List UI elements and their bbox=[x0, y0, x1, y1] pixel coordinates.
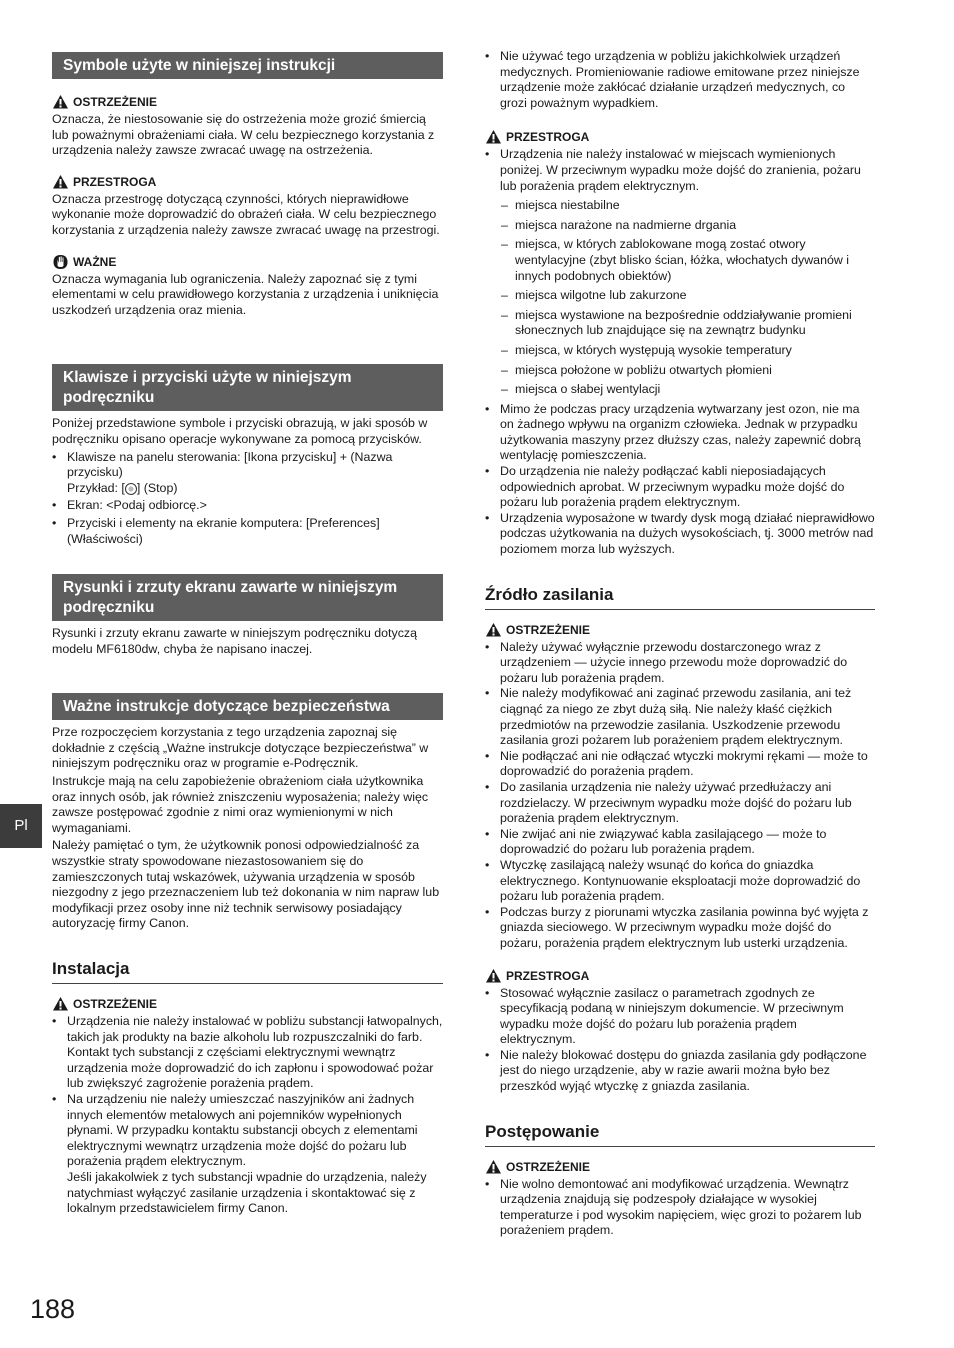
list-item: • Należy używać wyłącznie przewodu dostarczonego wraz z urządzeniem — użycie innego przewodu może doprowadzić do pożaru lub porażenia prądem. bbox=[485, 640, 875, 687]
list-item: • Do zasilania urządzenia nie należy używać przedłużaczy ani rozdzielaczy. W przeciwnym wypadku może dojść do pożaru lub porażenia prądem elektrycznym. bbox=[485, 780, 875, 827]
important-description: Oznacza wymagania lub ograniczenia. Należy zapoznać się z tymi elementami w celu prawidłowego korzystania z urządzenia i uniknięcia uszkodzeń urządzenia oraz mienia. bbox=[52, 271, 439, 317]
list-item: – miejsca, w których występują wysokie temperatury bbox=[485, 343, 875, 359]
important-label: WAŻNE bbox=[52, 254, 443, 270]
keys-intro: Poniżej przedstawione symbole i przyciski obrazują, w jaki sposób w podręczniku opisano operacje wykonywane za pomocą przycisków. bbox=[52, 416, 428, 446]
caution-icon bbox=[485, 968, 502, 984]
right-column bbox=[485, 49, 875, 1239]
installation-warning-list-continued bbox=[485, 49, 875, 111]
list-item: • Do urządzenia nie należy podłączać kabli nieposiadających odpowiednich aprobat. W przeciwnym wypadku może dojść do pożaru lub porażenia prądem elektrycznym. bbox=[485, 464, 875, 511]
caution-icon bbox=[52, 174, 69, 190]
warning-label: OSTRZEŻENIE bbox=[52, 94, 443, 110]
list-item: • Przyciski i elementy na ekranie komputera: [Preferences] (Właściwości) bbox=[52, 516, 443, 547]
symbols-heading: Symbole użyte w niniejszej instrukcji bbox=[52, 52, 443, 79]
list-item: • Nie wolno demontować ani modyfikować urządzenia. Wewnątrz urządzenia znajdują się podzespoły działające w wysokiej temperaturze i pod wysokim napięciem, więc grozi to pożarem lub porażeniem prądem. bbox=[485, 1177, 875, 1239]
power-warning-list bbox=[485, 640, 875, 952]
warning-label: OSTRZEŻENIE bbox=[485, 1159, 875, 1175]
language-tab: Pl bbox=[0, 804, 42, 848]
warning-label: OSTRZEŻENIE bbox=[485, 622, 875, 638]
important-icon bbox=[52, 254, 69, 270]
warning-description: Oznacza, że niestosowanie się do ostrzeżenia może grozić śmiercią lub poważnymi obrażeniami ciała. W celu bezpiecznego korzystania z urządzenia należy zawsze zwracać uwagę na ostrzeżenia. bbox=[52, 112, 435, 158]
safety-paragraph: Instrukcje mają na celu zapobieżenie obrażeniom ciała użytkownika oraz innych osób, jak również zniszczeniu wyposażenia; należy więc zawsze postępować zgodnie z nimi oraz wymienionymi w nich wymaganiami. bbox=[52, 774, 429, 835]
handling-warning-list bbox=[485, 1177, 875, 1239]
list-item: – miejsca narażone na nadmierne drgania bbox=[485, 218, 875, 234]
list-item: • Nie podłączać ani nie odłączać wtyczki mokrymi rękami — może to doprowadzić do porażenia prądem. bbox=[485, 749, 875, 780]
list-item: • Podczas burzy z piorunami wtyczka zasilania powinna być wyjęta z gniazda sieciowego. W przeciwnym wypadku może dojść do pożaru, porażenia prądem elektrycznym lub usterki urządzenia. bbox=[485, 905, 875, 952]
list-item: • Nie zwijać ani nie związywać kabla zasilającego — może to doprowadzić do pożaru lub porażenia prądem. bbox=[485, 827, 875, 858]
list-item: – miejsca, w których zablokowane mogą zostać otwory wentylacyjne (zbyt blisko ścian, łóżka, włochatych dywanów i innych podobnych obiektów) bbox=[485, 237, 875, 284]
list-item: – miejsca wilgotne lub zakurzone bbox=[485, 288, 875, 304]
list-item: – miejsca wystawione na bezpośrednie oddziaływanie promieni słonecznych lub znajdujące się na zewnątrz budynku bbox=[485, 308, 875, 339]
list-item: • Nie należy blokować dostępu do gniazda zasilania gdy podłączone jest do niego urządzenie, aby w razie awarii można było bez przeszkód wyjąć wtyczkę z gniazda zasilania. bbox=[485, 1048, 875, 1095]
warning-icon bbox=[52, 996, 69, 1012]
left-column bbox=[52, 52, 443, 1217]
installation-heading: Instalacja bbox=[52, 958, 443, 984]
installation-warning-list bbox=[52, 1014, 443, 1217]
power-heading: Źródło zasilania bbox=[485, 584, 875, 610]
list-item: • Klawisze na panelu sterowania: [Ikona przycisku] + (Nazwa przycisku) Przykład: [ ] (Stop) bbox=[52, 450, 443, 497]
safety-paragraph: Należy pamiętać o tym, że użytkownik ponosi odpowiedzialność za wszystkie straty spowodowane niezastosowaniem się do zamieszczonych tutaj wskazówek, używania urządzenia w sposób niezgodny z jego przeznaczeniem lub też dokonania w nim napraw lub modyfikacji przez osoby inne niż technik serwisowy posiadający autoryzację firmy Canon. bbox=[52, 838, 440, 931]
safety-paragraph: Prze rozpoczęciem korzystania z tego urządzenia zapoznaj się dokładnie z częścią „Ważne instrukcje dotyczące bezpieczeństwa” w niniejszym podręczniku oraz w programie e-Podręcznik. bbox=[52, 725, 429, 771]
warning-label: OSTRZEŻENIE bbox=[52, 996, 443, 1012]
list-item: – miejsca o słabej wentylacji bbox=[485, 382, 875, 398]
list-item: • Wtyczkę zasilającą należy wsunąć do końca do gniazdka elektrycznego. Kontynuowanie eksploatacji może doprowadzić do pożaru lub porażenia prądem. bbox=[485, 858, 875, 905]
caution-label: PRZESTROGA bbox=[485, 129, 875, 145]
list-item: – miejsca położone w pobliżu otwartych płomieni bbox=[485, 363, 875, 379]
caution-icon bbox=[485, 129, 502, 145]
power-caution-list bbox=[485, 986, 875, 1095]
installation-caution-list-more bbox=[485, 402, 875, 558]
list-item: • Ekran: <Podaj odbiorcę.> bbox=[52, 498, 443, 514]
handling-heading: Postępowanie bbox=[485, 1121, 875, 1147]
list-item: • Nie należy modyfikować ani zaginać przewodu zasilania, ani też ciągnąć za niego ze zbyt dużą siłą. Nie należy kłaść ciężkich przedmiotów na przewodzie zasilania. Uszkodzenie przewodu zasilania grozi pożarem lub porażeniem prądem elektrycznym. bbox=[485, 686, 875, 748]
safety-heading: Ważne instrukcje dotyczące bezpieczeństwa bbox=[52, 693, 443, 720]
list-item: – miejsca niestabilne bbox=[485, 198, 875, 214]
list-item: • Nie używać tego urządzenia w pobliżu jakichkolwiek urządzeń medycznych. Promieniowanie radiowe emitowane przez niniejsze urządzenie może zakłócać działanie urządzeń medycznych, co grozi poważnym wypadkiem. bbox=[485, 49, 875, 111]
list-item: • Urządzenia nie należy instalować w miejscach wymienionych poniżej. W przeciwnym wypadku może dojść do zranienia, pożaru lub porażenia prądem elektrycznym. bbox=[485, 147, 875, 194]
list-item: • Urządzenia nie należy instalować w pobliżu substancji łatwopalnych, takich jak produkty na bazie alkoholu lub rozpuszczalniki do farb. Kontakt tych substancji z częściami elektrycznymi wewnątrz urządzenia może doprowadzić do ich zapłonu i spowodować pożar lub zwiększyć zagrożenie porażenia prądem. bbox=[52, 1014, 443, 1092]
caution-description: Oznacza przestrogę dotyczącą czynności, których nieprawidłowe wykonanie może doprowadzić do obrażeń ciała. W celu bezpiecznego korzystania z urządzenia należy zawsze zwracać uwagę na przestrogi. bbox=[52, 191, 440, 237]
list-item: • Urządzenia wyposażone w twardy dysk mogą działać nieprawidłowo podczas użytkowania na dużych wysokościach, tj. 3000 metrów nad poziomem morza lub wyższych. bbox=[485, 511, 875, 558]
list-item: • Na urządzeniu nie należy umieszczać naszyjników ani żadnych innych elementów metalowych ani pojemników wypełnionych płynami. W przypadku kontaktu substancji obcych z elementami elektrycznymi wewnątrz urządzenia może dojść do pożaru lub porażenia prądem elektrycznym. Jeśli jakakolwiek z tych substancji wpadnie do urządzenia, należy natychmiast wyłączyć zasilanie urządzenia i skontaktować się z lokalnym przedstawicielem firmy Canon. bbox=[52, 1092, 443, 1217]
installation-caution-list bbox=[485, 147, 875, 194]
warning-icon bbox=[485, 1159, 502, 1175]
illustrations-text: Rysunki i zrzuty ekranu zawarte w niniejszym podręczniku dotyczą modelu MF6180dw, chyba że napisano inaczej. bbox=[52, 626, 417, 656]
list-item: • Mimo że podczas pracy urządzenia wytwarzany jest ozon, nie ma on żadnego wpływu na organizm człowieka. Jednak w przypadku użytkowania maszyny przez dłuższy czas, należy zapewnić dobrą wentylację pomieszczenia. bbox=[485, 402, 875, 464]
list-item: • Stosować wyłącznie zasilacz o parametrach zgodnych ze specyfikacją podaną w niniejszym dokumencie. W przeciwnym wypadku może dojść do pożaru lub porażenia prądem elektrycznym. bbox=[485, 986, 875, 1048]
places-list bbox=[485, 198, 875, 398]
keys-list bbox=[52, 450, 443, 548]
stop-key-icon bbox=[125, 483, 137, 495]
illustrations-heading: Rysunki i zrzuty ekranu zawarte w niniejszym podręczniku bbox=[52, 574, 443, 621]
keys-heading: Klawisze i przyciski użyte w niniejszym podręczniku bbox=[52, 364, 443, 411]
warning-icon bbox=[52, 94, 69, 110]
warning-icon bbox=[485, 622, 502, 638]
caution-label: PRZESTROGA bbox=[485, 968, 875, 984]
caution-label: PRZESTROGA bbox=[52, 174, 443, 190]
page-number: 188 bbox=[30, 1294, 76, 1324]
